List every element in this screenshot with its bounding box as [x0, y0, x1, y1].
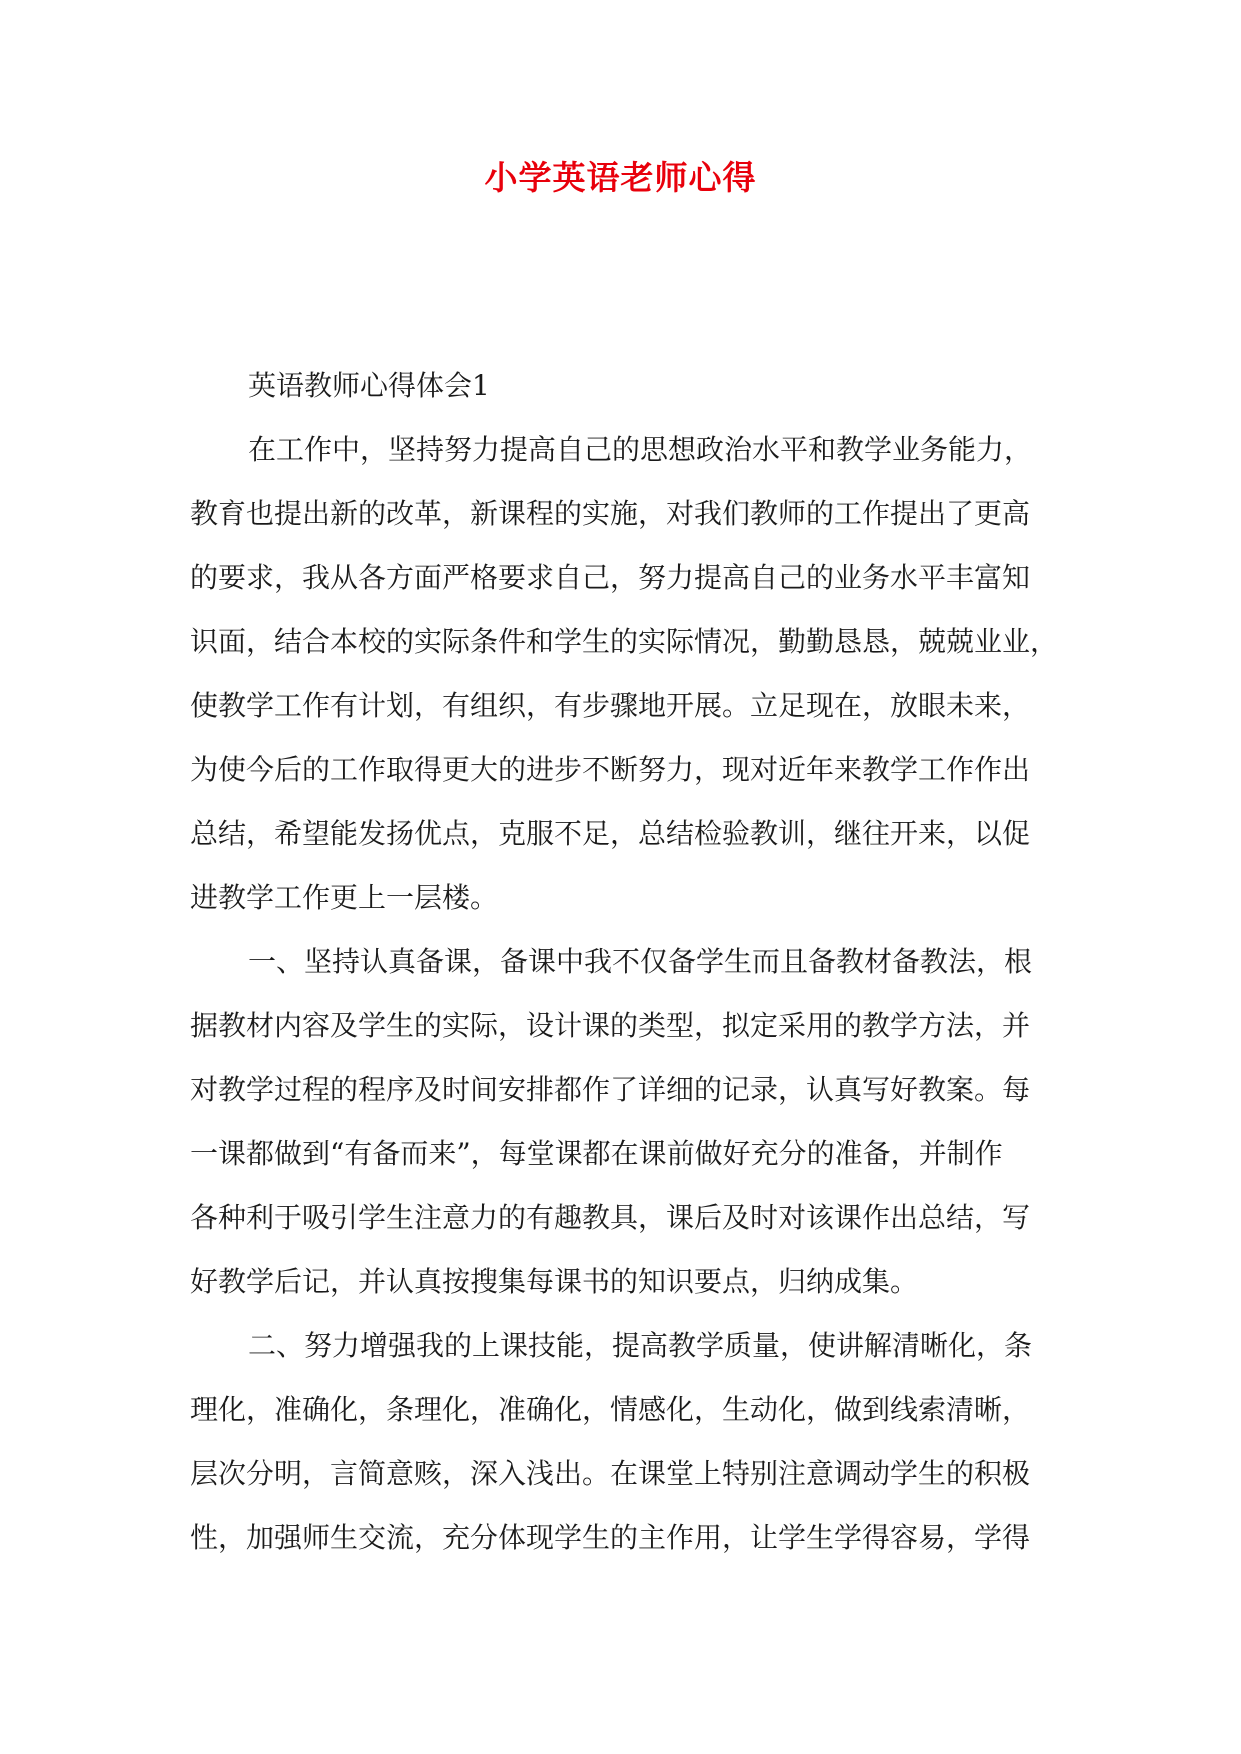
paragraph-2: [190, 930, 1054, 1314]
paragraph-1: [190, 418, 1059, 930]
paragraph-line: 使教学工作有计划，有组织，有步骤地开展。立足现在，放眼未来，: [190, 689, 1031, 722]
document-body: [190, 354, 1059, 1570]
paragraph-line: 各种利于吸引学生注意力的有趣教具，课后及时对该课作出总结，写: [190, 1201, 1031, 1234]
document-title: 小学英语老师心得: [484, 158, 757, 197]
paragraph-line: 层次分明，言简意赅，深入浅出。在课堂上特别注意调动学生的积极: [190, 1457, 1031, 1490]
paragraph-line: 教育也提出新的改革，新课程的实施，对我们教师的工作提出了更高: [190, 497, 1031, 530]
paragraph-line: 总结，希望能发扬优点，克服不足，总结检验教训，继往开来，以促: [190, 817, 1031, 850]
paragraph-line: 在工作中，坚持努力提高自己的思想政治水平和教学业务能力，: [248, 433, 1033, 466]
paragraph-line: 进教学工作更上一层楼。: [190, 881, 499, 914]
paragraph-line: 好教学后记，并认真按搜集每课书的知识要点，归纳成集。: [190, 1265, 919, 1298]
paragraph-line: 据教材内容及学生的实际，设计课的类型，拟定采用的教学方法，并: [190, 1009, 1031, 1042]
paragraph-line: 对教学过程的程序及时间安排都作了详细的记录，认真写好教案。每: [190, 1073, 1031, 1106]
paragraph-line: 二、努力增强我的上课技能，提高教学质量，使讲解清晰化，条: [248, 1329, 1033, 1362]
paragraph-line: 识面，结合本校的实际条件和学生的实际情况，勤勤恳恳，兢兢业业，: [190, 625, 1059, 658]
paragraph-3: [190, 1314, 1054, 1570]
paragraph-line: 为使今后的工作取得更大的进步不断努力，现对近年来教学工作作出: [190, 753, 1031, 786]
paragraph-line: 的要求，我从各方面严格要求自己，努力提高自己的业务水平丰富知: [190, 561, 1031, 594]
paragraph-line: 理化，准确化，条理化，准确化，情感化，生动化，做到线索清晰，: [190, 1393, 1031, 1426]
paragraph-line: 一课都做到“有备而来”，每堂课都在课前做好充分的准备，并制作: [190, 1137, 1003, 1170]
paragraph-line: 性，加强师生交流，充分体现学生的主作用，让学生学得容易，学得: [190, 1521, 1031, 1554]
section-heading: 英语教师心得体会1: [248, 369, 490, 402]
paragraph-line: 一、坚持认真备课，备课中我不仅备学生而且备教材备教法，根: [248, 945, 1033, 978]
